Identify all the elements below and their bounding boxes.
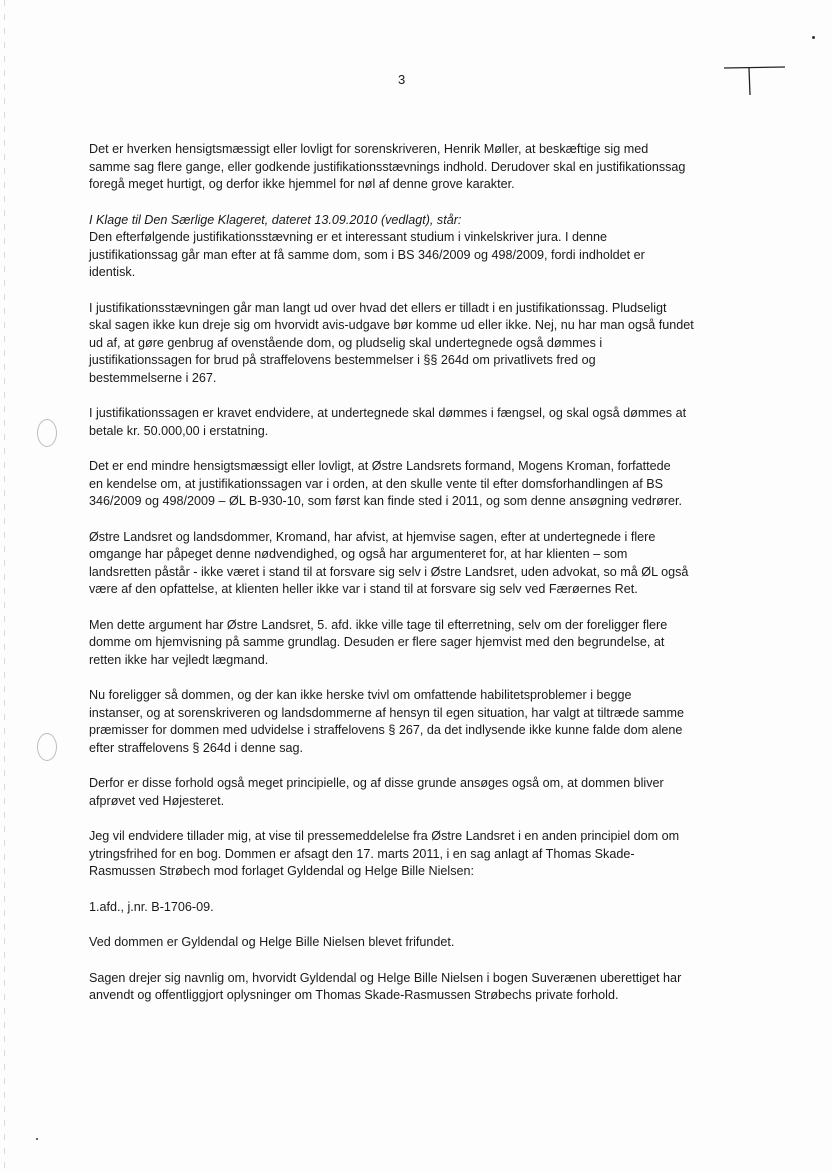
paragraph [89, 687, 729, 757]
text-line: Den efterfølgende justifikationsstævning er et interessant studium i vinkelskriver jura. I denne [89, 230, 607, 244]
dot-mark [812, 36, 815, 39]
text-line: Det er end mindre hensigtsmæssigt eller lovligt, at Østre Landsrets formand, Mogens Kroman, forfattede [89, 459, 671, 473]
text-line: Men dette argument har Østre Landsret, 5. afd. ikke ville tage til efterretning, selv om der foreligger flere [89, 617, 668, 632]
text-line: domme om hjemvisning på samme grundlag. Desuden er flere sager hjemvist med den begrundelse, at [89, 635, 665, 649]
text-line: landsretten påstår - ikke været i stand til at forsvare sig selv i Østre Landsret, uden advokat, so må ØL også [89, 564, 689, 579]
text-line: en kendelse om, at justifikationssagen var i orden, at den skulle vente til efter domsforhandlingen af BS [89, 476, 664, 491]
text-line: omgange har påpeget denne nødvendighed, og også har argumenteret for, at har klienten – som [89, 547, 628, 561]
document-body [89, 141, 729, 1023]
text-line: foregå meget hurtigt, og derfor ikke hjemmel for nøl af denne grove karakter. [89, 177, 515, 191]
text-line: 1.afd., j.nr. B-1706-09. [89, 899, 214, 914]
text-line: Derfor er disse forhold også meget principielle, og af disse grunde ansøges også om, at dommen bliver [89, 776, 664, 790]
text-line: Jeg vil endvidere tillader mig, at vise til pressemeddelelse fra Østre Landsret i en anden principiel dom om [89, 829, 680, 843]
text-line: ytringsfrihed for en bog. Dommen er afsagt den 17. marts 2011, i en sag anlagt af Thomas Skade- [89, 846, 635, 861]
text-line: retten ikke har vejledt lægmand. [89, 652, 269, 667]
text-line: Nu foreligger så dommen, og der kan ikke herske tvivl om omfattende habilitetsproblemer i begge [89, 688, 632, 702]
text-line: instanser, og at sorenskriveren og landsdommerne af hensyn til egen situation, har valgt at tiltræde samme [89, 705, 685, 720]
paragraph [89, 617, 729, 670]
paragraph [89, 141, 729, 194]
page-number: 3 [398, 72, 406, 87]
punch-hole [37, 419, 57, 447]
text-line: identisk. [89, 265, 136, 279]
paragraph [89, 458, 729, 511]
text-line: I justifikationsstævningen går man langt ud over hvad det ellers er tilladt i en justifikationssag. Pludseligt [89, 300, 667, 315]
paragraph [89, 212, 729, 282]
scan-edge-line [4, 0, 5, 1173]
text-line: I justifikationssagen er kravet endvidere, at undertegnede skal dømmes i fængsel, og skal også dømmes at [89, 406, 687, 420]
text-line: betale kr. 50.000,00 i erstatning. [89, 423, 269, 438]
dot-mark [36, 1138, 38, 1140]
text-line: anvendt og offentliggjort oplysninger om Thomas Skade-Rasmussen Strøbechs private forhold. [89, 988, 619, 1002]
corner-mark [722, 62, 786, 96]
text-line: afprøvet ved Højesteret. [89, 793, 225, 808]
text-line: 346/2009 og 498/2009 – ØL B-930-10, som først kan finde sted i 2011, og som denne ansøgning vedrører. [89, 494, 682, 508]
text-line: være af den opfattelse, at klienten heller ikke var i stand til at forsvare sig selv ved Færøernes Ret. [89, 582, 638, 596]
text-line: Sagen drejer sig navnlig om, hvorvidt Gyldendal og Helge Bille Nielsen i bogen Suverænen uberettiget har [89, 970, 682, 985]
paragraph [89, 934, 729, 952]
paragraph [89, 529, 729, 599]
paragraph [89, 775, 729, 810]
text-line: Ved dommen er Gyldendal og Helge Bille Nielsen blevet frifundet. [89, 935, 455, 949]
paragraph [89, 828, 729, 881]
punch-hole [37, 733, 57, 761]
text-line: justifikationssag går man efter at få samme dom, som i BS 346/2009 og 498/2009, fordi indholdet er [89, 247, 645, 262]
text-line: præmisser for dommen med udvidelse i straffelovens § 267, da det indlysende ikke kunne falde dom alene [89, 723, 683, 737]
paragraph [89, 405, 729, 440]
paragraph-heading: I Klage til Den Særlige Klageret, dateret 13.09.2010 (vedlagt), står: [89, 212, 462, 227]
text-line: efter straffelovens § 264d i denne sag. [89, 740, 304, 755]
text-line: samme sag flere gange, eller godkende justifikationsstævnings indhold. Derudover skal en justifikationssag [89, 159, 686, 174]
text-line: Det er hverken hensigtsmæssigt eller lovligt for sorenskriveren, Henrik Møller, at beskæftige sig med [89, 142, 649, 156]
text-line: Rasmussen Strøbech mod forlaget Gyldendal og Helge Bille Nielsen: [89, 864, 475, 878]
text-line: justifikationssagen for brud på straffelovens bestemmelser i §§ 264d om privatlivets fred og [89, 353, 596, 367]
paragraph [89, 970, 729, 1005]
paragraph [89, 899, 729, 917]
text-line: ud af, at gøre genbrug af ovenstående dom, og pludselig skal undertegnede også dømmes i [89, 335, 603, 350]
text-line: bestemmelserne i 267. [89, 370, 217, 385]
paragraph [89, 300, 729, 388]
text-line: Østre Landsret og landsdommer, Kromand, har afvist, at hjemvise sagen, efter at undertegnede i flere [89, 529, 656, 544]
text-line: skal sagen ikke kun dreje sig om hvorvidt avis-udgave bør komme ud eller ikke. Nej, nu har man også fundet [89, 318, 694, 332]
